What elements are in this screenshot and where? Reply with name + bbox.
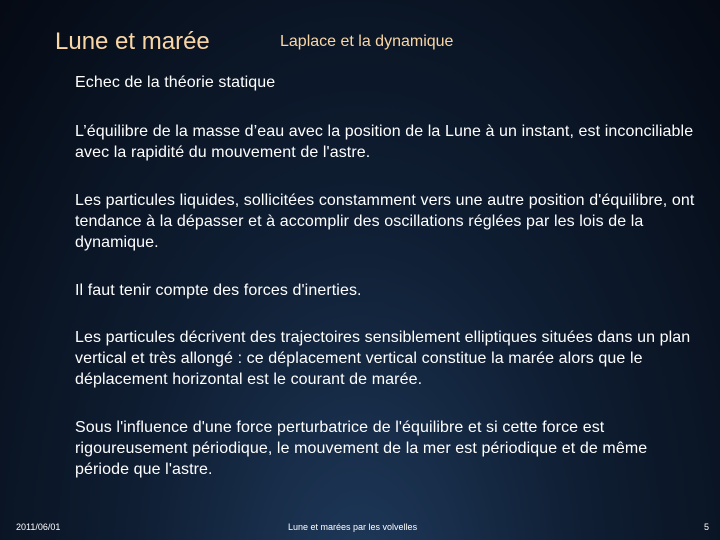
slide-subtitle: Laplace et la dynamique xyxy=(280,33,454,50)
footer-caption: Lune et marées par les volvelles xyxy=(288,522,418,532)
paragraph-trajectories: Les particules décrivent des trajectoires sensiblement elliptiques situées dans un plan vertical et très allongé : ce déplacement vertical constitue la marée alors que le déplacement horizontal est le courant de marée. xyxy=(75,329,691,388)
footer-date: 2011/06/01 xyxy=(16,522,61,532)
paragraph-inertia: Il faut tenir compte des forces d'inerties. xyxy=(75,282,362,299)
page-number: 5 xyxy=(704,522,710,532)
slide-title: Lune et marée xyxy=(55,28,210,55)
paragraph-equilibrium: L’équilibre de la masse d’eau avec la position de la Lune à un instant, est inconciliable avec la rapidité du mouvement de l'astre. xyxy=(75,123,694,161)
paragraph-static-theory: Echec de la théorie statique xyxy=(75,74,276,91)
paragraph-periodic-force: Sous l'influence d'une force perturbatrice de l'équilibre et si cette force est rigoureusement périodique, le mouvement de la mer est périodique et de même période que l'astre. xyxy=(75,419,648,478)
paragraph-particles: Les particules liquides, sollicitées constamment vers une autre position d'équilibre, ont tendance à la dépasser et à accomplir des oscillations réglées par les lois de la dynamique. xyxy=(75,192,695,251)
